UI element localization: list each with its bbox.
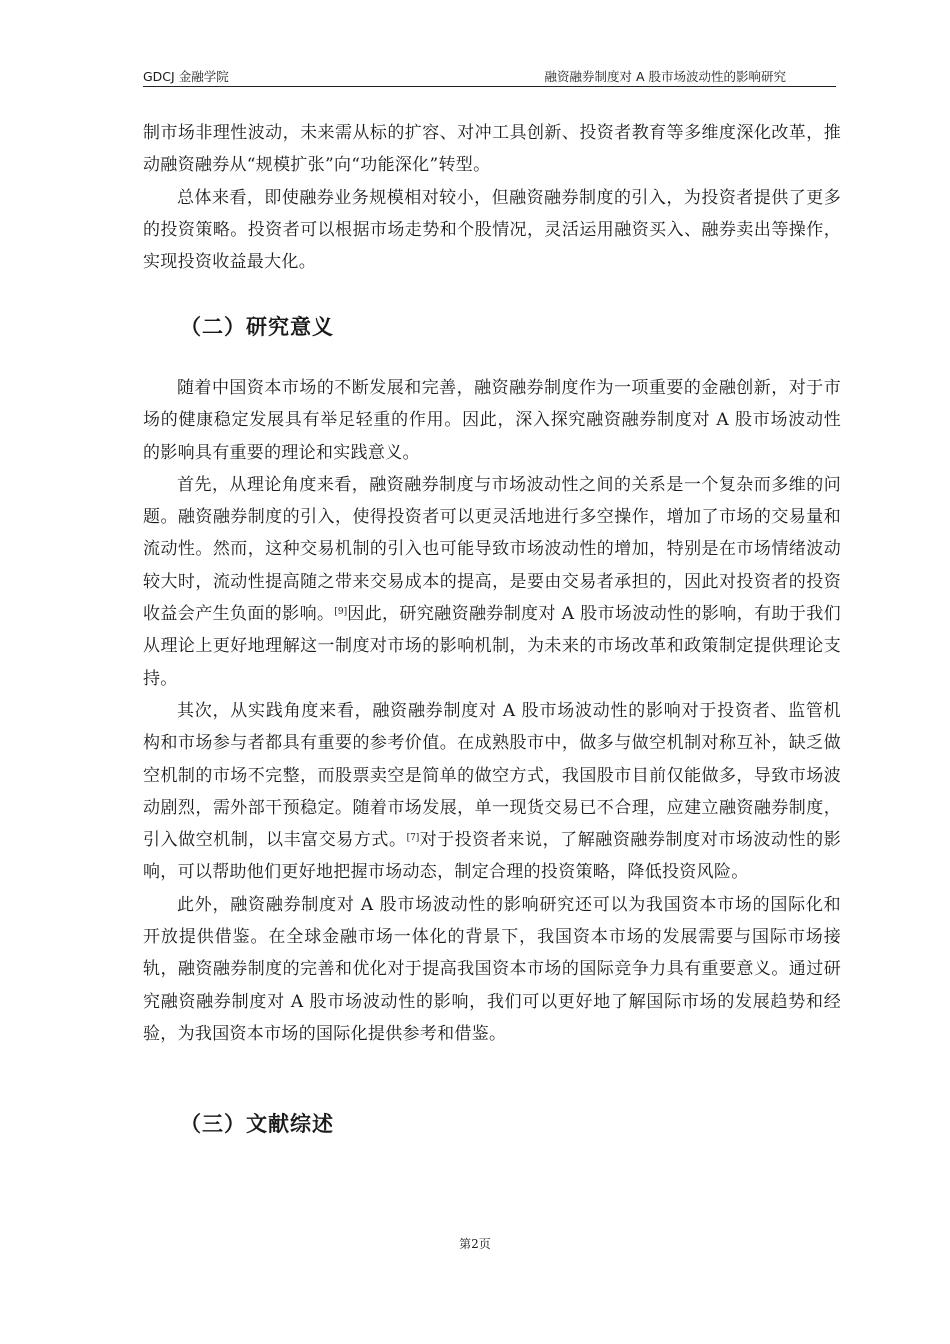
intro-paragraph-1: 制市场非理性波动，未来需从标的扩容、对冲工具创新、投资者教育等多维度深化改革，推动融资融券从“规模扩张”向“功能深化”转型。 xyxy=(143,123,841,176)
section-heading-significance: （二）研究意义 xyxy=(180,315,334,339)
running-header xyxy=(143,65,836,87)
intro-paragraph-2: 总体来看，即使融券业务规模相对较小，但融资融券制度的引入，为投资者提供了更多的投资策略。投资者可以根据市场走势和个股情况，灵活运用融资买入、融券卖出等操作，实现投资收益最大化。 xyxy=(143,187,841,273)
significance-paragraph-2-text-a: 首先，从理论角度来看，融资融券制度与市场波动性之间的关系是一个复杂而多维的问题。融资融券制度的引入，使得投资者可以更灵活地进行多空操作，增加了市场的交易量和流动性。然而，这种交易机制的引入也可能导致市场波动性的增加，特别是在市场情绪波动较大时，流动性提高随之带来交易成本的提高，是要由交易者承担的，因此对投资者的投资收益会产生负面的影响。 xyxy=(143,474,841,625)
significance-paragraph-3 xyxy=(143,695,841,889)
significance-text xyxy=(143,372,841,1050)
significance-paragraph-2 xyxy=(143,469,841,695)
citation-9: [9] xyxy=(334,607,348,618)
significance-paragraph-2-text-b: 因此，研究融资融券制度对 A 股市场波动性的影响，有助于我们从理论上更好地理解这一制度对市场的影响机制，为未来的市场改革和政策制定提供理论支持。 xyxy=(143,604,841,689)
header-paper-title: 融资融券制度对 A 股市场波动性的影响研究 xyxy=(544,69,786,84)
header-institution: GDCJ 金融学院 xyxy=(143,69,229,84)
page-number: 第2页 xyxy=(459,1237,491,1251)
citation-7: [7] xyxy=(406,833,420,844)
significance-paragraph-4: 此外，融资融券制度对 A 股市场波动性的影响研究还可以为我国资本市场的国际化和开放提供借鉴。在全球金融市场一体化的背景下，我国资本市场的发展需要与国际市场接轨，融资融券制度的完善和优化对于提高我国资本市场的国际竞争力具有重要意义。通过研究融资融券制度对 A 股市场波动性的影响，我们可以更好地了解国际市场的发展趋势和经验，为我国资本市场的国际化提供参考和借鉴。 xyxy=(143,894,841,1044)
intro-text xyxy=(143,117,841,278)
section-heading-literature-review: （三）文献综述 xyxy=(180,1112,334,1136)
significance-paragraph-1: 随着中国资本市场的不断发展和完善，融资融券制度作为一项重要的金融创新，对于市场的健康稳定发展具有举足轻重的作用。因此，深入探究融资融券制度对 A 股市场波动性的影响具有重要的理论和实践意义。 xyxy=(143,378,841,463)
significance-paragraph-3-text-b: 对于投资者来说，了解融资融券制度对市场波动性的影响，可以帮助他们更好地把握市场动态，制定合理的投资策略，降低投资风险。 xyxy=(143,830,842,883)
significance-paragraph-3-text-a: 其次，从实践角度来看，融资融券制度对 A 股市场波动性的影响对于投资者、监管机构和市场参与者都具有重要的参考价值。在成熟股市中，做多与做空机制对称互补，缺乏做空机制的市场不完整，而股票卖空是简单的做空方式，我国股市目前仅能做多，导致市场波动剧烈，需外部干预稳定。随着市场发展，单一现货交易已不合理，应建立融资融券制度，引入做空机制，以丰富交易方式。 xyxy=(143,700,841,851)
header-divider xyxy=(143,86,836,87)
